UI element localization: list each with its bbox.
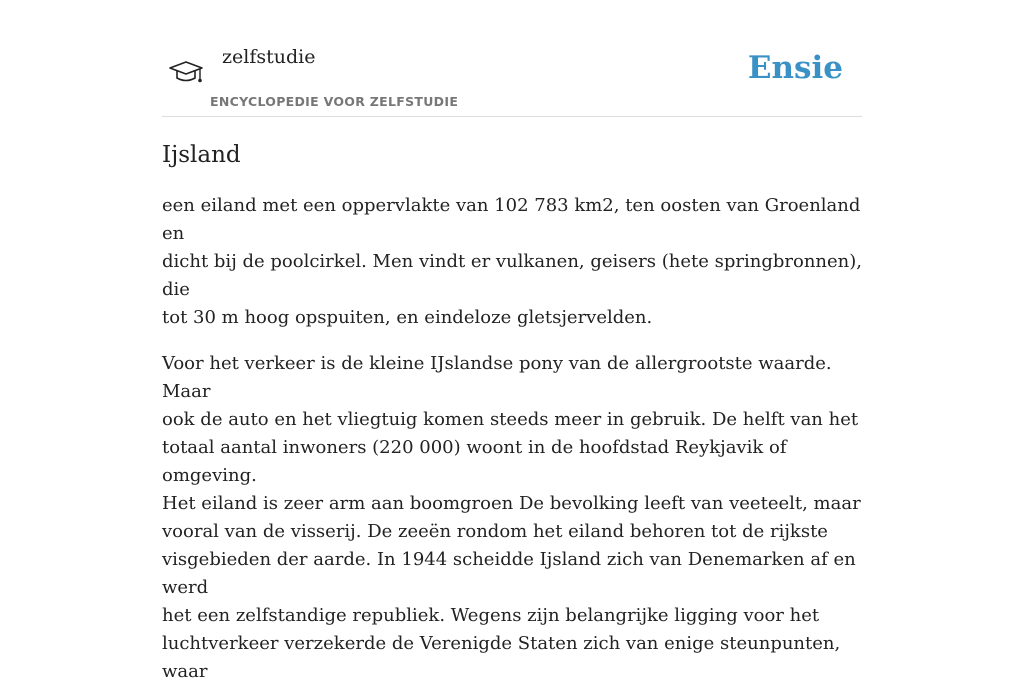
article-title: Ijsland [162, 142, 241, 168]
ensie-brand-link[interactable]: Ensie [747, 50, 843, 86]
site-header [162, 0, 862, 117]
article-paragraph-2: Voor het verkeer is de kleine IJslandse pony van de allergrootste waarde. Maar ook de auto en het vliegtuig komen steeds meer in gebruik. De helft van het totaal aantal inwoners (220 000) woont in de hoofdstad Reykjavik of omgeving. Het eiland is zeer arm aan boomgroen De bevolking leeft van veeteelt, maar vooral van de visserij. De zeeën rondom het eiland behoren tot de rijkste visgebieden der aarde. In 1944 scheidde Ijsland zich van Denemarken af en werd het een zelfstandige republiek. Wegens zijn belangrijke ligging voor het luchtverkeer verzekerde de Verenigde Staten zich van enige steunpunten, waar [162, 353, 861, 682]
article-paragraph-1: een eiland met een oppervlakte van 102 783 km2, ten oosten van Groenland en dicht bij de poolcirkel. Men vindt er vulkanen, geisers (hete springbronnen), die tot 30 m hoog opspuiten, en eindeloze gletsjervelden. [162, 195, 862, 328]
site-tagline: ENCYCLOPEDIE VOOR ZELFSTUDIE [210, 94, 459, 109]
site-name-link[interactable]: zelfstudie [222, 46, 316, 68]
article [162, 140, 862, 686]
graduation-cap-icon [166, 52, 206, 92]
